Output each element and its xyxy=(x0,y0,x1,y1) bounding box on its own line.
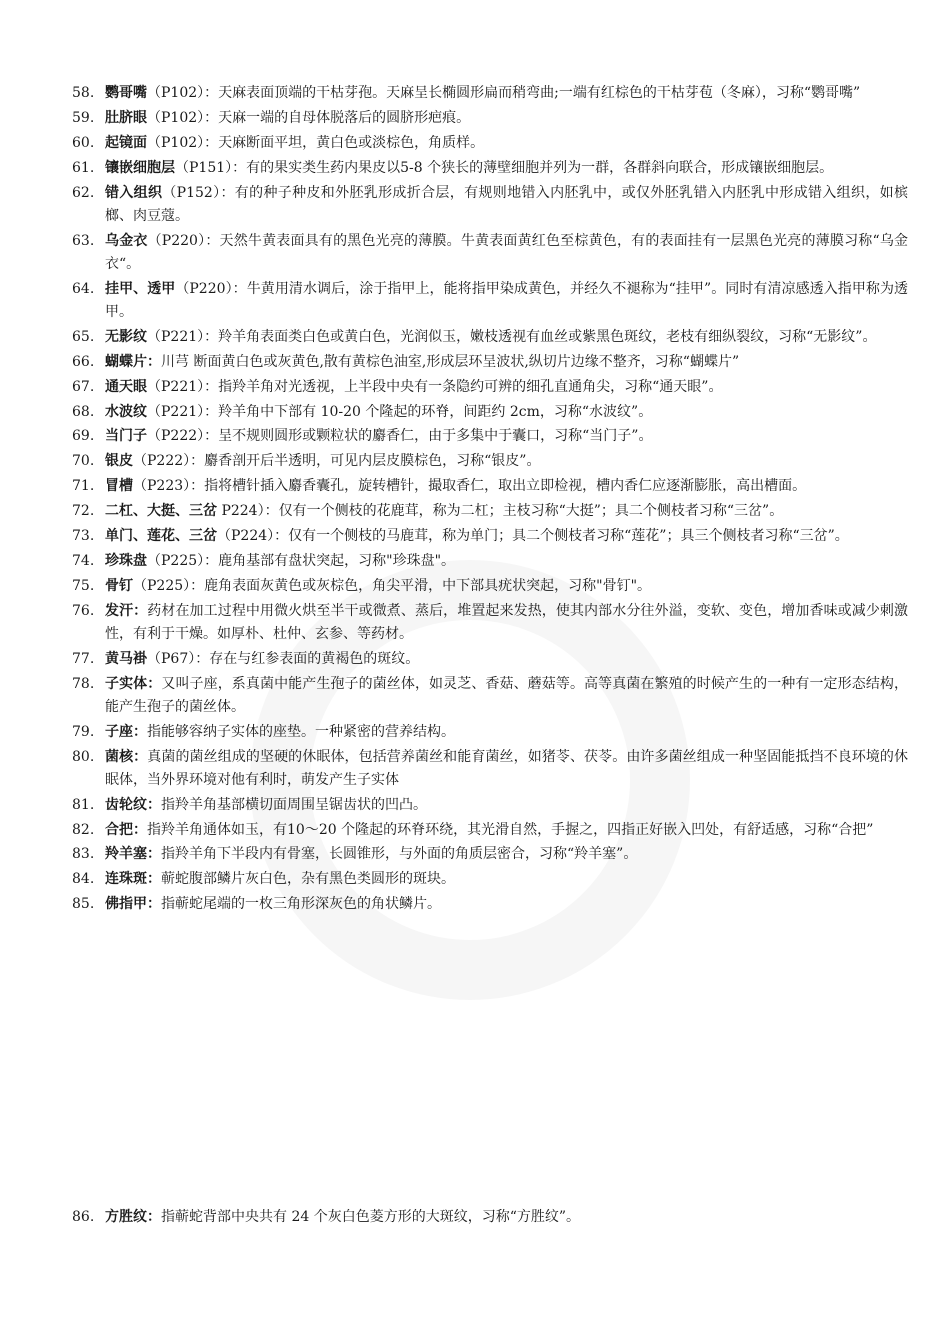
glossary-entry xyxy=(72,376,908,399)
entry-number: 64. xyxy=(72,280,95,297)
glossary-list-continued xyxy=(72,1206,908,1231)
entry-number: 82. xyxy=(72,821,95,838)
glossary-entry xyxy=(72,525,908,548)
entry-number: 77. xyxy=(72,650,95,667)
entry-definition: （P222）：麝香剖开后半透明，可见内层皮膜棕色，习称“银皮”。 xyxy=(133,453,541,470)
entry-term: 通天眼 xyxy=(105,378,147,395)
entry-number: 61. xyxy=(72,159,95,176)
entry-term: 蝴蝶片： xyxy=(105,353,161,370)
entry-definition: 药材在加工过程中用微火烘至半干或微煮、蒸后，堆置起来发热，使其内部水分往外溢，变软、变色，增加香味或减少刺激性，有利于干燥。如厚朴、杜仲、玄参、等药材。 xyxy=(105,602,909,642)
entry-number: 73. xyxy=(72,527,95,544)
glossary-entry xyxy=(72,230,908,276)
glossary-entry xyxy=(72,673,908,719)
glossary-entry xyxy=(72,326,908,349)
entry-term: 方胜纹： xyxy=(105,1209,161,1225)
entry-number: 66. xyxy=(72,353,95,370)
entry-term: 错入组织 xyxy=(105,184,163,201)
glossary-entry xyxy=(72,893,908,916)
entry-definition: （P223）：指将槽针插入麝香囊孔，旋转槽针，撮取香仁，取出立即检视，槽内香仁应逐渐膨胀，高出槽面。 xyxy=(133,478,807,495)
entry-term: 合把： xyxy=(105,821,147,838)
entry-definition: （P220）：天然牛黄表面具有的黑色光亮的薄膜。牛黄表面黄红色至棕黄色，有的表面挂有一层黑色光亮的薄膜习称“乌金衣“。 xyxy=(105,232,909,272)
entry-definition: 指羚羊角下半段内有骨塞，长圆锥形，与外面的角质层密合，习称“羚羊塞”。 xyxy=(161,846,638,863)
entry-definition: 蕲蛇腹部鳞片灰白色，杂有黑色类圆形的斑块。 xyxy=(161,871,455,888)
entry-number: 75. xyxy=(72,577,95,594)
entry-term: 鹦哥嘴 xyxy=(105,85,147,101)
entry-number: 86. xyxy=(72,1209,95,1225)
glossary-entry xyxy=(72,1206,908,1229)
entry-definition: 真菌的菌丝组成的坚硬的休眠体，包括营养菌丝和能育菌丝，如猪苓、茯苓。由许多菌丝组成一种坚固能抵挡不良环境的休眠体，当外界环境对他有利时，萌发产生子实体 xyxy=(105,748,909,788)
entry-number: 74. xyxy=(72,552,95,569)
glossary-list xyxy=(72,82,908,918)
entry-term: 羚羊塞： xyxy=(105,846,161,863)
glossary-entry xyxy=(72,132,908,155)
entry-definition: 指羚羊角通体如玉，有10～20 个隆起的环脊环绕，其光滑自然，手握之，四指正好嵌入凹处，有舒适感，习称“合把” xyxy=(147,821,874,838)
glossary-entry xyxy=(72,721,908,744)
entry-term: 连珠斑： xyxy=(105,871,161,888)
entry-definition: 又叫子座，系真菌中能产生孢子的菌丝体，如灵芝、香菇、蘑菇等。高等真菌在繁殖的时候产生的一种有一定形态结构，能产生孢子的菌丝体。 xyxy=(105,675,908,715)
entry-definition: （P225）：鹿角基部有盘状突起，习称"珍珠盘"。 xyxy=(147,552,456,569)
glossary-entry xyxy=(72,182,908,228)
glossary-entry xyxy=(72,107,908,130)
glossary-entry xyxy=(72,401,908,424)
glossary-entry xyxy=(72,794,908,817)
glossary-entry xyxy=(72,843,908,866)
entry-term: 珍珠盘 xyxy=(105,552,147,569)
entry-definition: 指羚羊角基部横切面周围呈锯齿状的凹凸。 xyxy=(161,796,427,813)
entry-number: 80. xyxy=(72,748,95,765)
entry-term: 镶嵌细胞层 xyxy=(105,159,175,176)
glossary-entry xyxy=(72,425,908,448)
entry-number: 68. xyxy=(72,403,95,420)
entry-number: 67. xyxy=(72,378,95,395)
entry-definition: （P221）：羚羊角中下部有 10-20 个隆起的环脊，间距约 2cm，习称“水波纹”。 xyxy=(147,403,653,420)
glossary-entry xyxy=(72,648,908,671)
entry-number: 83. xyxy=(72,846,95,863)
entry-definition: （P67）：存在与红参表面的黄褐色的斑纹。 xyxy=(147,650,420,667)
entry-definition: 川芎 断面黄白色或灰黄色,散有黄棕色油室,形成层环呈波状,纵切片边缘不整齐，习称“蝴蝶片” xyxy=(161,353,740,370)
entry-number: 71. xyxy=(72,478,95,495)
entry-term: 发汗： xyxy=(105,602,148,619)
entry-term: 起镜面 xyxy=(105,134,147,151)
entry-number: 70. xyxy=(72,453,95,470)
glossary-entry xyxy=(72,351,908,374)
entry-number: 60. xyxy=(72,134,95,151)
entry-number: 62. xyxy=(72,184,95,201)
entry-definition: （P102）：天麻断面平坦，黄白色或淡棕色，角质样。 xyxy=(147,134,485,151)
glossary-entry xyxy=(72,550,908,573)
entry-number: 63. xyxy=(72,232,95,249)
entry-definition: （P220）：牛黄用清水调后，涂于指甲上，能将指甲染成黄色，并经久不褪称为“挂甲”。同时有清凉感透入指甲称为透甲。 xyxy=(105,280,909,320)
glossary-entry xyxy=(72,475,908,498)
entry-number: 59. xyxy=(72,109,95,126)
glossary-entry xyxy=(72,600,908,646)
entry-number: 69. xyxy=(72,428,95,445)
entry-definition: 指能够容纳子实体的座垫。一种紧密的营养结构。 xyxy=(147,723,455,740)
entry-term: 挂甲、透甲 xyxy=(105,280,176,297)
glossary-entry xyxy=(72,157,908,180)
entry-term: 齿轮纹： xyxy=(105,796,161,813)
entry-definition: （P151）：有的果实类生药内果皮以5-8 个狭长的薄壁细胞并列为一群，各群斜向联合，形成镶嵌细胞层。 xyxy=(175,159,834,176)
entry-number: 65. xyxy=(72,328,95,345)
entry-definition: （P221）：羚羊角表面类白色或黄白色，光润似玉，嫩枝透视有血丝或紫黑色斑纹，老枝有细纵裂纹，习称“无影纹”。 xyxy=(147,328,877,345)
entry-term: 当门子 xyxy=(105,428,147,445)
entry-definition: （P102）：天麻一端的自母体脱落后的圆脐形疤痕。 xyxy=(147,109,471,126)
entry-number: 81. xyxy=(72,796,95,813)
entry-definition: （P221）：指羚羊角对光透视，上半段中央有一条隐约可辨的细孔直通角尖，习称“通天眼”。 xyxy=(147,378,723,395)
entry-definition: （P222）：呈不规则圆形或颗粒状的麝香仁，由于多集中于囊口，习称“当门子”。 xyxy=(147,428,653,445)
entry-number: 78. xyxy=(72,675,95,692)
glossary-entry xyxy=(72,500,908,523)
glossary-entry xyxy=(72,82,908,105)
entry-definition: （P225）：鹿角表面灰黄色或灰棕色，角尖平滑，中下部具疣状突起，习称"骨钉"。 xyxy=(133,577,652,594)
entry-term: 骨钉 xyxy=(105,577,133,594)
glossary-entry xyxy=(72,819,908,842)
entry-term: 单门、莲花、三岔 xyxy=(105,527,217,544)
entry-term: 无影纹 xyxy=(105,328,147,345)
entry-term: 肚脐眼 xyxy=(105,109,147,126)
entry-number: 84. xyxy=(72,871,95,888)
entry-term: 子座： xyxy=(105,723,147,740)
glossary-entry xyxy=(72,278,908,324)
entry-definition: P224）：仅有一个侧枝的花鹿茸，称为二杠；主枝习称“大挺”；具二个侧枝者习称“三岔”。 xyxy=(217,503,784,520)
entry-term: 黄马褂 xyxy=(105,650,147,667)
entry-definition: （P224）：仅有一个侧枝的马鹿茸，称为单门；具二个侧枝者习称“莲花”；具三个侧枝者习称“三岔”。 xyxy=(217,527,849,544)
entry-term: 菌核： xyxy=(105,748,148,765)
entry-definition: 指蕲蛇背部中央共有 24 个灰白色菱方形的大斑纹，习称“方胜纹”。 xyxy=(161,1209,581,1225)
entry-term: 银皮 xyxy=(105,453,133,470)
entry-number: 58. xyxy=(72,85,95,101)
entry-definition: （P102）：天麻表面顶端的干枯芽孢。天麻呈长椭圆形扁而稍弯曲;一端有红棕色的干枯芽苞（冬麻），习称“鹦哥嘴” xyxy=(147,85,861,101)
entry-definition: 指蕲蛇尾端的一枚三角形深灰色的角状鳞片。 xyxy=(161,896,441,913)
entry-term: 乌金衣 xyxy=(105,232,148,249)
entry-number: 72. xyxy=(72,503,95,520)
glossary-entry xyxy=(72,575,908,598)
entry-number: 85. xyxy=(72,896,95,913)
entry-term: 冒槽 xyxy=(105,478,133,495)
entry-term: 二杠、大挺、三岔 xyxy=(105,503,217,520)
entry-number: 79. xyxy=(72,723,95,740)
entry-term: 子实体： xyxy=(105,675,162,692)
glossary-entry xyxy=(72,868,908,891)
entry-definition: （P152）：有的种子种皮和外胚乳形成折合层，有规则地错入内胚乳中，或仅外胚乳错入内胚乳中形成错入组织，如槟榔、肉豆蔻。 xyxy=(105,184,909,224)
entry-term: 佛指甲： xyxy=(105,896,161,913)
glossary-entry xyxy=(72,746,908,792)
glossary-entry xyxy=(72,450,908,473)
entry-term: 水波纹 xyxy=(105,403,147,420)
entry-number: 76. xyxy=(72,602,95,619)
